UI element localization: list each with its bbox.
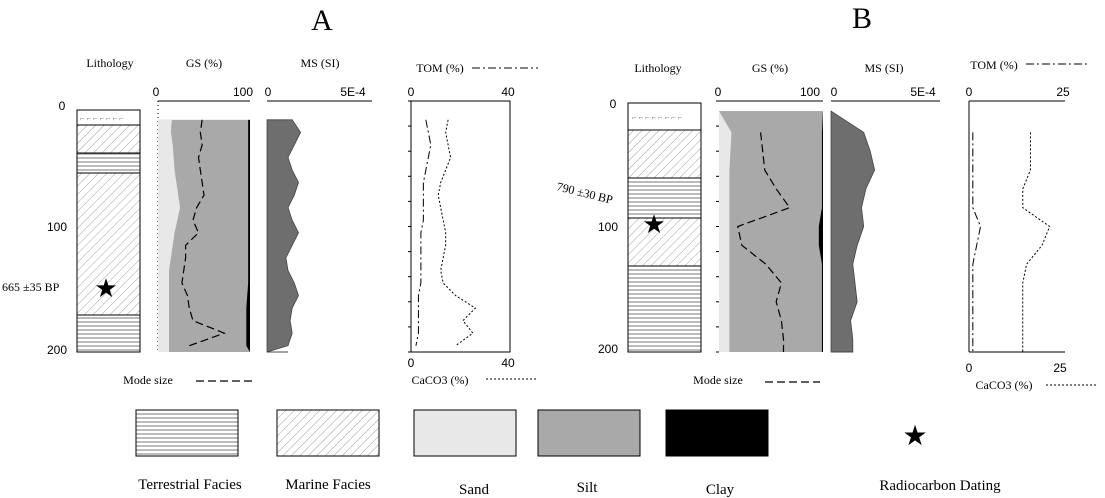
mode-size-label-a: Mode size — [123, 373, 173, 387]
radiocarbon-date-a: 665 ±35 BP — [2, 280, 60, 294]
depth-tick-100: 100 — [46, 220, 68, 234]
legend-swatch-silt — [538, 410, 640, 456]
gs-tick-100-a: 100 — [232, 85, 254, 99]
tom-tick-max-b: 25 — [1056, 85, 1070, 99]
panel-a — [2, 4, 538, 387]
lithology-header-b: Lithology — [634, 61, 682, 75]
gs-plot-b — [716, 101, 823, 352]
svg-text:⌐ ⌐ ⌐ ⌐ ⌐ ⌐ ⌐ ⌐: ⌐ ⌐ ⌐ ⌐ ⌐ ⌐ ⌐ ⌐ — [632, 113, 683, 122]
caco3-tick-max-b: 25 — [1053, 361, 1067, 375]
tom-header: TOM (%) — [416, 61, 464, 75]
tom-frame-a — [411, 101, 510, 352]
gs-tick-0-b: 0 — [714, 85, 722, 99]
tom-header-b: TOM (%) — [970, 58, 1018, 72]
ms-curve — [267, 120, 301, 352]
legend-swatch-clay — [666, 410, 768, 456]
depth-tick-200-b: 200 — [597, 342, 619, 356]
svg-text:⌐ ⌐ ⌐ ⌐ ⌐ ⌐ ⌐: ⌐ ⌐ ⌐ ⌐ ⌐ ⌐ ⌐ — [80, 114, 124, 123]
tom-caco3-plot-a — [408, 101, 475, 352]
tom-tick-0-a: 0 — [407, 85, 415, 99]
caco3-line — [438, 120, 475, 346]
gs-header: GS (%) — [185, 56, 223, 70]
legend — [136, 410, 1001, 498]
caco3-header-a: CaCO3 (%) — [411, 373, 469, 387]
ms-tick-0-a: 0 — [264, 85, 272, 99]
panel-b-label: B — [851, 2, 873, 35]
tom-tick-max-a: 40 — [501, 85, 515, 99]
legend-label-silt: Silt — [576, 480, 598, 496]
depth-tick-100-b: 100 — [597, 220, 619, 234]
depth-tick-0-b: 0 — [609, 97, 617, 111]
tom-line — [973, 132, 981, 352]
ms-plot-a — [267, 120, 301, 352]
ms-plot-b — [831, 111, 875, 352]
gs-header-b: GS (%) — [751, 61, 789, 75]
radiocarbon-date-b: 790 ±30 BP — [555, 179, 615, 207]
tom-tick-0-b: 0 — [965, 85, 973, 99]
ms-header: MS (SI) — [300, 56, 340, 70]
panel-a-label: A — [311, 4, 333, 37]
gs-tick-100-b: 100 — [799, 85, 821, 99]
caco3-tick-0-b: 0 — [965, 361, 973, 375]
caco3-tick-max-a: 40 — [501, 356, 515, 370]
legend-swatch-marine — [277, 410, 379, 456]
caco3-header-b: CaCO3 (%) — [975, 378, 1033, 392]
ms-tick-max-b: 5E-4 — [910, 85, 936, 99]
ms-tick-max-a: 5E-4 — [340, 85, 366, 99]
gs-tick-0-a: 0 — [152, 85, 160, 99]
tom-caco3-plot-b — [973, 132, 1050, 352]
legend-label-clay: Clay — [705, 482, 735, 498]
star-icon: ★ — [642, 210, 666, 239]
star-icon: ★ — [902, 421, 928, 452]
legend-label-marine: Marine Facies — [285, 477, 371, 493]
lithology-column-a — [77, 110, 140, 352]
star-icon: ★ — [94, 274, 118, 303]
ms-header-b: MS (SI) — [864, 61, 904, 75]
legend-label-terrestrial: Terrestrial Facies — [138, 477, 242, 493]
ms-tick-0-b: 0 — [830, 85, 838, 99]
legend-label-sand: Sand — [459, 482, 489, 498]
mode-size-label-b: Mode size — [693, 373, 743, 387]
depth-tick-200: 200 — [46, 343, 68, 357]
gs-plot-a — [158, 120, 250, 352]
depth-tick-0: 0 — [58, 99, 66, 113]
legend-label-radiocarbon: Radiocarbon Dating — [879, 478, 1001, 494]
ms-curve — [831, 111, 875, 352]
silt-area — [719, 111, 823, 352]
legend-swatch-sand — [414, 410, 516, 456]
caco3-tick-0-a: 0 — [407, 356, 415, 370]
panel-b — [555, 2, 1096, 392]
lithology-header: Lithology — [86, 56, 134, 70]
caco3-line — [1023, 132, 1050, 352]
legend-swatch-terrestrial — [136, 410, 238, 456]
tom-line — [416, 120, 431, 346]
